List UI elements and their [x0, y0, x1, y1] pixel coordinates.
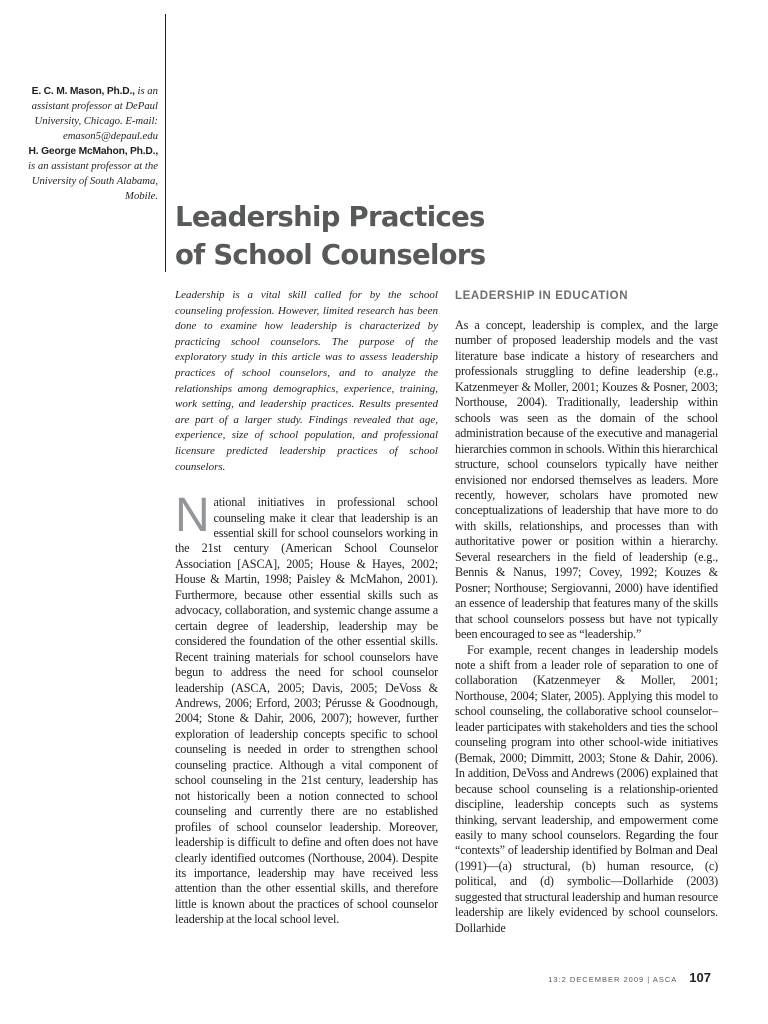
author-info — [22, 84, 158, 204]
abstract: Leadership is a vital skill called for by the school counseling profession. However, limited research has been done to examine how leadership is characterized by practicing school counselors. The purpose of the exploratory study in this article was to assess leadership practices of school counselors, and to analyze the relationships among demographics, experience, training, work setting, and leadership practices. Results presented are part of a larger study. Findings revealed that age, experience, size of school population, and professional licensure predicted leadership practices of school counselors. — [175, 289, 438, 473]
drop-cap: N — [175, 489, 210, 543]
body-paragraph: As a concept, leadership is complex, and the large number of proposed leadership models and the vast literature base indicate a history of researchers and professionals struggling to define leadership (e.g., Katzenmeyer & Moller, 2001; Kouzes & Posner, 2003; Northouse, 2004). Traditionally, leadership within schools was seen as the domain of the school administration because of the executive and managerial hierarchies common in schools. Within this hierarchical structure, school counselors typically have neither envisioned nor endorsed themselves as leaders. More recently, however, scholars have promoted new conceptualizations of leadership that have more to do with skills, relationships, and processes than with authoritative power or position within a hierarchy. Several researchers in the field of leadership (e.g., Bennis & Nanus, 1997; Covey, 1992; Kouzes & Posner; Northouse; Sergiovanni, 2000) have identified an essence of leadership that features many of the skills that school counselors possess but have not typically been encouraged to see as “leadership.” — [455, 318, 718, 642]
intro-paragraph — [175, 489, 438, 928]
issue-info: 13:2 DECEMBER 2009 | ASCA — [548, 975, 678, 984]
article-title — [175, 198, 735, 274]
vertical-rule — [165, 14, 166, 272]
page-number: 107 — [689, 970, 711, 985]
page-footer — [548, 970, 711, 985]
right-column — [455, 288, 718, 936]
section-heading: LEADERSHIP IN EDUCATION — [455, 290, 629, 302]
intro-text: ational initiatives in professional school counseling make it clear that leadership is an essential skill for school counselors working in the 21st century (American School Counselor Association [ASCA], 2005; House & Hayes, 2002; House & Martin, 1998; Paisley & McMahon, 2001). Furthermore, because other essential skills such as advocacy, collaboration, and systemic change assume a certain degree of leadership, leadership may be considered the foundation of the other essential skills. Recent training materials for school counselors have begun to address the need for school counselor leadership (ASCA, 2005; Davis, 2005; DeVoss & Andrews, 2006; Erford, 2003; Pérusse & Goodnough, 2004; Stone & Dahir, 2006, 2007); however, further exploration of leadership concepts specific to school counseling is needed in order to strengthen school counseling practice. Although a vital component of school counseling in the 21st century, leadership has not historically been a notion connected to school counseling and currently there are no established profiles of school counselor leadership. Moreover, leadership is difficult to define and often does not have clearly identified outcomes (Northouse, 2004). Despite its importance, leadership may have received less attention than the other essential skills, and therefore little is known about the practices of school counselor leadership at the local school level. — [175, 495, 438, 927]
author-name: E. C. M. Mason, Ph.D., — [31, 86, 135, 97]
author-description: is an assistant professor at DePaul University, Chicago. E-mail: emason5@depaul.edu — [31, 85, 158, 142]
author-name: H. George McMahon, Ph.D., — [28, 146, 158, 157]
title-line: Leadership Practices — [175, 201, 485, 233]
body-paragraph: For example, recent changes in leadership models note a shift from a leader role of separation to one of collaboration (Katzenmeyer & Moller, 2001; Northouse, 2004; Slater, 2005). Applying this model to school counseling, the collaborative school counselor–leader participates with stakeholders and ties the school counseling program into other school-wide initiatives (Bemak, 2000; Dimmitt, 2003; Stone & Dahir, 2006). In addition, DeVoss and Andrews (2006) explained that because school counseling is a relationship-oriented discipline, leadership concepts such as systems thinking, servant leadership, and empowerment come easily to many school counselors. Regarding the four “contexts” of leadership identified by Bolman and Deal (1991)—(a) structural, (b) human resource, (c) political, and (d) symbolic—Dollarhide (2003) suggested that structural leadership and human resource leadership are likely evidenced by school counselors. Dollarhide — [455, 642, 718, 935]
author-description: is an assistant professor at the University of South Alabama, Mobile. — [28, 160, 158, 202]
title-line: of School Counselors — [175, 239, 486, 271]
left-column — [175, 288, 438, 928]
